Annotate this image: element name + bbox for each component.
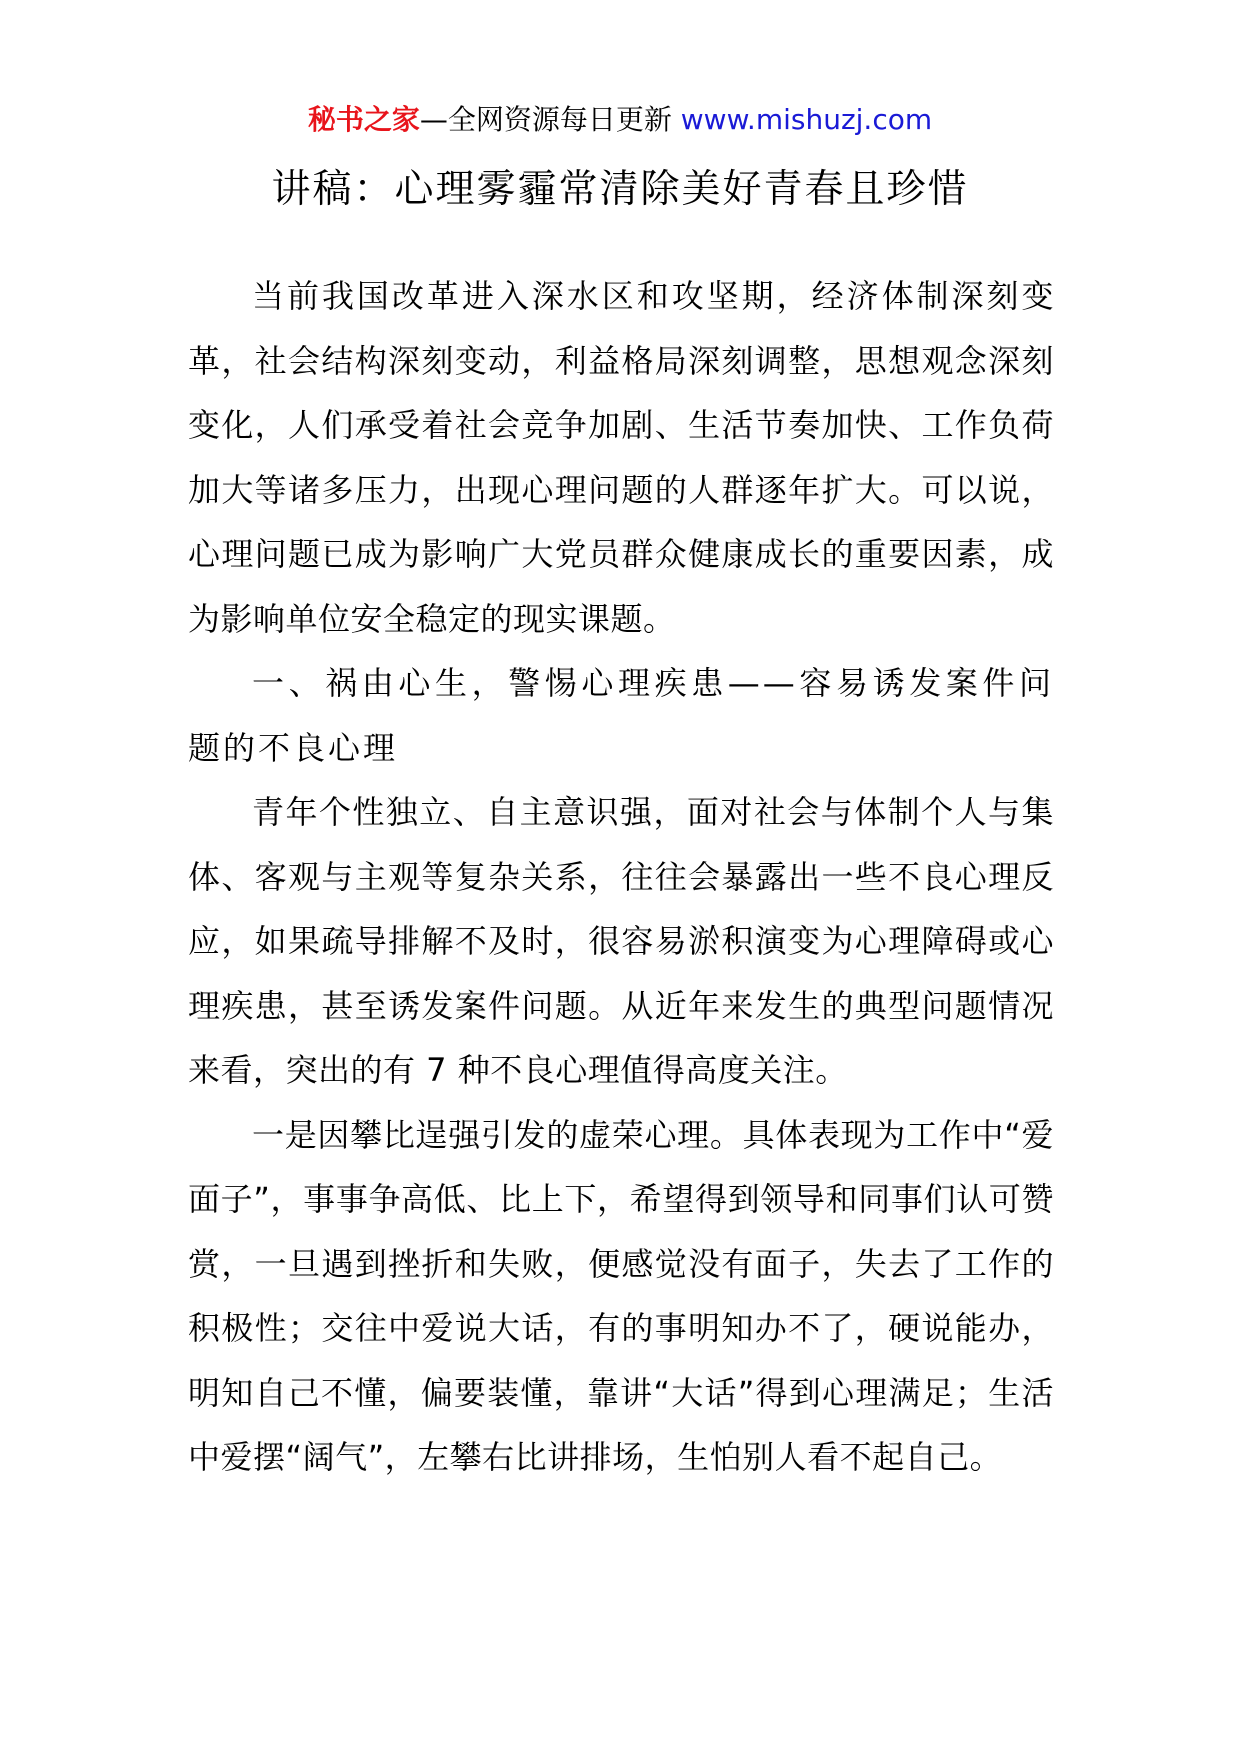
site-url-link[interactable]: www.mishuzj.com [680, 103, 933, 136]
paragraph-section-1: 青年个性独立、自主意识强，面对社会与体制个人与集体、客观与主观等复杂关系，往往会暴露出一些不良心理反应，如果疏导排解不及时，很容易淤积演变为心理障碍或心理疾患，甚至诱发案件问题。从近年来发生的典型问题情况来看，突出的有 7 种不良心理值得高度关注。 [188, 793, 1054, 1089]
header-tagline: —全网资源每日更新 [419, 103, 681, 136]
section-heading-1: 一、祸由心生，警惕心理疾患——容易诱发案件问题的不良心理 [188, 664, 1054, 767]
brand-name: 秘书之家 [307, 103, 420, 136]
document-title: 讲稿：心理雾霾常清除美好青春且珍惜 [271, 167, 969, 212]
paragraph-point-1: 一是因攀比逞强引发的虚荣心理。具体表现为工作中“爱面子”，事事争高低、比上下，希望得到领导和同事们认可赞赏，一旦遇到挫折和失败，便感觉没有面子，失去了工作的积极性；交往中爱说大话，有的事明知办不了，硬说能办，明知自己不懂，偏要装懂，靠讲“大话”得到心理满足；生活中爱摆“阔气”，左攀右比讲排场，生怕别人看不起自己。 [188, 1115, 1054, 1476]
paragraph-intro: 当前我国改革进入深水区和攻坚期，经济体制深刻变革，社会结构深刻变动，利益格局深刻调整，思想观念深刻变化，人们承受着社会竞争加剧、生活节奏加快、工作负荷加大等诸多压力，出现心理问题的人群逐年扩大。可以说，心理问题已成为影响广大党员群众健康成长的重要因素，成为影响单位安全稳定的现实课题。 [188, 277, 1054, 638]
document-body [188, 264, 1054, 1490]
site-header [0, 100, 1240, 140]
